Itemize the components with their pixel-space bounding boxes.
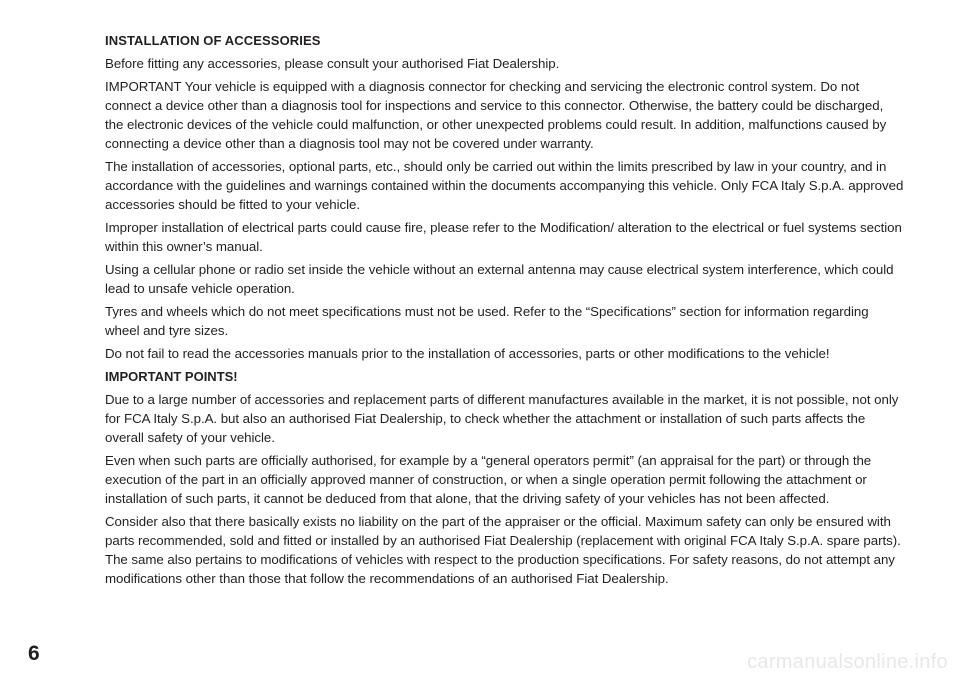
paragraph-tyres-wheels: Tyres and wheels which do not meet specifications must not be used. Refer to the “Specifications” section for information regarding wheel and tyre sizes.	[105, 304, 869, 338]
paragraph-diagnosis-connector: IMPORTANT Your vehicle is equipped with a diagnosis connector for checking and servicing the electronic control system. Do not connect a device other than a diagnosis tool for inspections and service to this connector. Otherwise, the battery could be discharged, the electronic devices of the vehicle could malfunction, or other unexpected problems could result. In addition, malfunctions caused by connecting a device other than a diagnosis tool may not be covered under warranty.	[105, 79, 887, 151]
paragraph-installation-limits: The installation of accessories, optional parts, etc., should only be carried out within the limits prescribed by law in your country, and in accordance with the guidelines and warnings contained within the documents accompanying this vehicle. Only FCA Italy S.p.A. approved accessories should be fitted to your vehicle.	[105, 159, 904, 212]
paragraph-read-manuals: Do not fail to read the accessories manuals prior to the installation of accessories, parts or other modifications to the vehicle!	[105, 346, 830, 361]
paragraph-replacement-parts: Due to a large number of accessories and replacement parts of different manufactures available in the market, it is not possible, not only for FCA Italy S.p.A. but also an authorised Fiat Dealership, to check whether the attachment or installation of such parts affects the overall safety of your vehicle.	[105, 392, 899, 445]
paragraph-cellular-phone: Using a cellular phone or radio set inside the vehicle without an external antenna may cause electrical system interference, which could lead to unsafe vehicle operation.	[105, 262, 894, 296]
page-content	[105, 32, 905, 592]
paragraph-liability: Consider also that there basically exists no liability on the part of the appraiser or the official. Maximum safety can only be ensured with parts recommended, sold and fitted or installed by an authorised Fiat Dealership (replacement with original FCA Italy S.p.A. spare parts). The same also pertains to modifications of vehicles with respect to the production specifications. For safety reasons, do not attempt any modifications other than those that follow the recommendations of an authorised Fiat Dealership.	[105, 514, 901, 586]
paragraph-officially-authorised: Even when such parts are officially authorised, for example by a “general operators permit” (an appraisal for the part) or through the execution of the part in an officially approved manner of construction, or when a single operation permit following the attachment or installation of such parts, it cannot be deduced from that alone, that the driving safety of your vehicles has not been affected.	[105, 453, 872, 506]
important-points-heading: IMPORTANT POINTS!	[105, 369, 238, 384]
paragraph-consult-dealership: Before fitting any accessories, please consult your authorised Fiat Dealership.	[105, 56, 560, 71]
paragraph-electrical-parts: Improper installation of electrical parts could cause fire, please refer to the Modification/ alteration to the electrical or fuel systems section within this owner’s manual.	[105, 220, 902, 254]
page-number: 6	[28, 642, 40, 665]
section-heading: INSTALLATION OF ACCESSORIES	[105, 33, 321, 48]
watermark: carmanualsonline.info	[747, 651, 948, 673]
